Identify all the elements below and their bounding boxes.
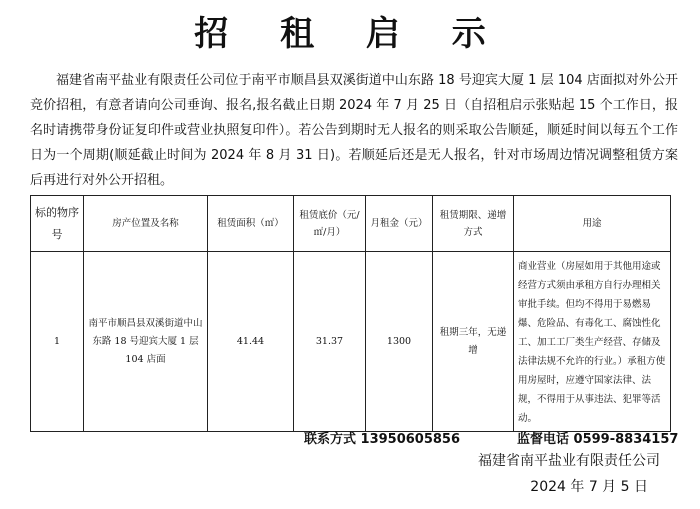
cell-location: 南平市顺昌县双溪街道中山东路 18 号迎宾大厦 1 层 104 店面 (84, 252, 208, 432)
company-name: 福建省南平盐业有限责任公司 (478, 453, 660, 469)
header-lease-term: 租赁期限、递增方式 (433, 196, 514, 252)
header-item-number: 标的物序号 (31, 196, 84, 252)
contact-phone: 联系方式 13950605856 (304, 432, 461, 447)
rental-table (30, 195, 671, 432)
header-monthly-rent: 月租金（元） (366, 196, 433, 252)
table-header-row (31, 196, 671, 252)
cell-item-number: 1 (31, 252, 84, 432)
cell-monthly-rent: 1300 (366, 252, 433, 432)
header-usage: 用途 (514, 196, 671, 252)
cell-lease-term: 租期三年，无递增 (433, 252, 514, 432)
issue-date: 2024 年 7 月 5 日 (530, 479, 648, 495)
signature-block (478, 448, 660, 500)
table-row (31, 252, 671, 432)
cell-area: 41.44 (208, 252, 294, 432)
cell-usage: 商业营业（房屋如用于其他用途或经营方式须由承租方自行办理相关审批手续。但均不得用于易燃易爆、危险品、有毒化工、腐蚀性化工、加工工厂类生产经营、存储及法律法规不允许的行业。）承租方使用房屋时，应遵守国家法律、法规，不得用于从事违法、犯罪等活动。 (514, 252, 671, 432)
header-base-price: 租赁底价（元/㎡/月） (294, 196, 366, 252)
header-location: 房产位置及名称 (84, 196, 208, 252)
notice-body: 福建省南平盐业有限责任公司位于南平市顺昌县双溪街道中山东路 18 号迎宾大厦 1 层 104 店面拟对外公开竞价招租，有意者请向公司垂询、报名,报名截止日期 2024 年 7 月 25 日（自招租启示张贴起 15 个工作日，报名时请携带身份证复印件或营业执照复印件）。若公告到期时无人报名的则采取公告顺延，顺延时间以每五个工作日为一个周期(顺延截止时间为 2024 年 8 月 31 日)。若顺延后还是无人报名，针对市场周边情况调整租赁方案后再进行对外公开招租。 (30, 73, 678, 188)
header-area: 租赁面积（㎡） (208, 196, 294, 252)
supervision-phone: 监督电话 0599-8834157 (517, 432, 679, 447)
page-title: 招 租 启 示 (194, 14, 506, 54)
cell-base-price: 31.37 (294, 252, 366, 432)
